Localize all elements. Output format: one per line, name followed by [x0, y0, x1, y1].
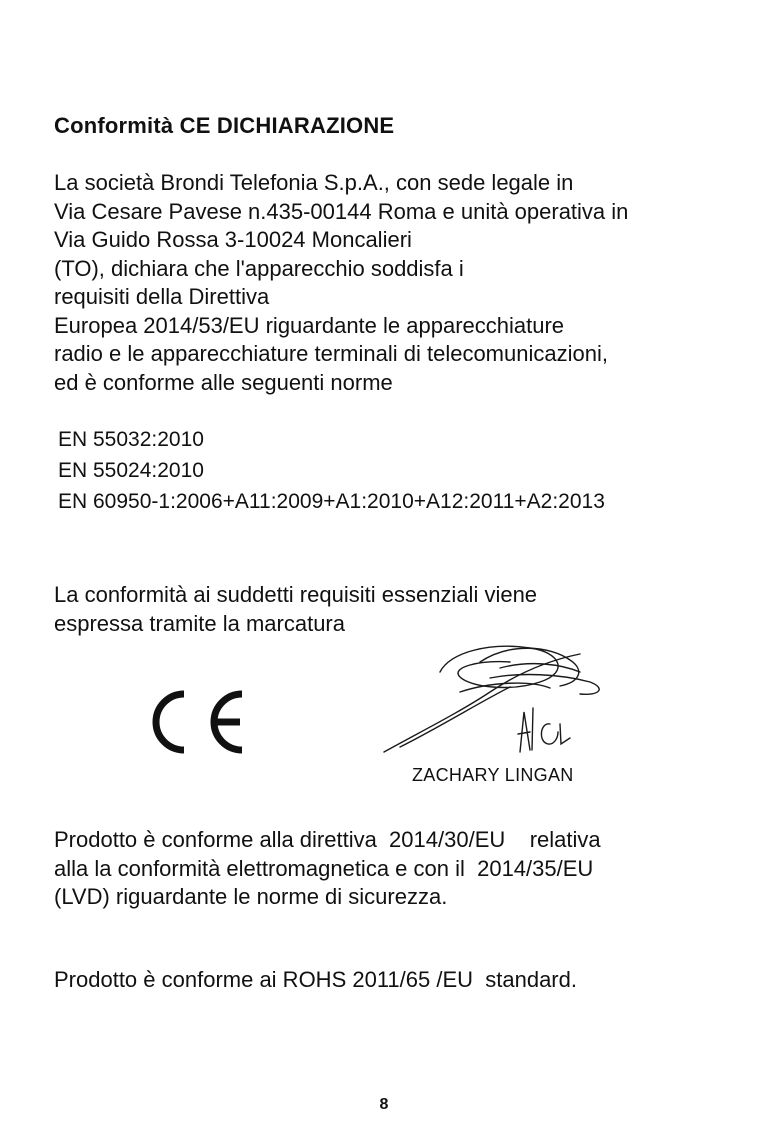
standard-item: EN 55024:2010 — [58, 459, 204, 482]
rohs-paragraph — [54, 966, 577, 995]
signature-image — [380, 632, 616, 768]
conformity-paragraph — [54, 581, 537, 638]
declaration-line: ed è conforme alle seguenti norme — [54, 369, 393, 395]
conformity-line: espressa tramite la marcatura — [54, 610, 345, 636]
declaration-line: La società Brondi Telefonia S.p.A., con sede legale in — [54, 170, 574, 195]
standard-item: EN 55032:2010 — [58, 428, 204, 451]
standards-list — [58, 424, 605, 517]
directive-line: alla la conformità elettromagnetica e con il 2014/35/EU — [54, 855, 594, 881]
declaration-line: Europea 2014/53/EU riguardante le apparecchiature — [54, 312, 565, 338]
document-title: Conformità CE DICHIARAZIONE — [54, 113, 395, 138]
directive-line: Prodotto è conforme alla direttiva 2014/30/EU relativa — [54, 827, 601, 852]
rohs-line: Prodotto è conforme ai ROHS 2011/65 /EU standard. — [54, 967, 577, 992]
declaration-paragraph — [54, 169, 628, 397]
declaration-line: Via Guido Rossa 3-10024 Moncalieri — [54, 227, 412, 252]
declaration-line: requisiti della Direttiva — [54, 284, 270, 309]
standard-item: EN 60950-1:2006+A11:2009+A1:2010+A12:2011+A2:2013 — [58, 490, 605, 513]
conformity-line: La conformità ai suddetti requisiti essenziali viene — [54, 582, 538, 607]
page-number: 8 — [379, 1096, 389, 1113]
declaration-line: Via Cesare Pavese n.435-00144 Roma e unità operativa in — [54, 198, 629, 224]
ce-mark-icon — [148, 686, 252, 758]
declaration-line: radio e le apparecchiature terminali di telecomunicazioni, — [54, 341, 608, 366]
directive-paragraph — [54, 826, 601, 912]
declaration-line: (TO), dichiara che l'apparecchio soddisfa i — [54, 255, 464, 281]
directive-line: (LVD) riguardante le norme di sicurezza. — [54, 884, 448, 909]
signatory-name: ZACHARY LINGAN — [412, 765, 574, 785]
